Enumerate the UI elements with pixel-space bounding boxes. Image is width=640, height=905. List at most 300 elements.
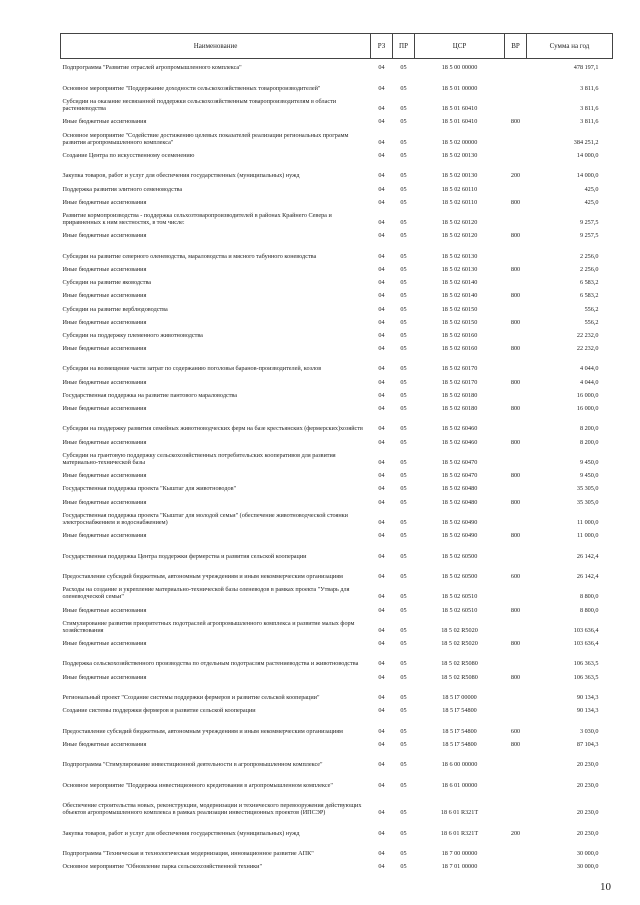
row-sum: 26 142,4 bbox=[576, 572, 599, 580]
row-sum: 6 583,2 bbox=[579, 279, 599, 287]
row-sum: 384 251,2 bbox=[573, 138, 599, 146]
row-pr: 05 bbox=[400, 606, 407, 614]
row-rz: 04 bbox=[378, 425, 385, 433]
row-pr: 05 bbox=[400, 365, 407, 373]
table-row bbox=[61, 735, 613, 748]
row-sum: 6 583,2 bbox=[579, 292, 599, 300]
row-sum: 11 000,0 bbox=[577, 532, 599, 540]
row-vr: 800 bbox=[510, 292, 521, 300]
table-row bbox=[61, 59, 613, 72]
row-vr: 800 bbox=[510, 345, 521, 353]
row-vr bbox=[505, 92, 527, 112]
row-vr bbox=[505, 72, 527, 92]
row-sum: 9 257,5 bbox=[579, 232, 599, 240]
row-sum: 20 230,0 bbox=[576, 781, 599, 789]
row-rz: 04 bbox=[378, 152, 385, 160]
table-row bbox=[61, 601, 613, 614]
row-vr bbox=[505, 386, 527, 399]
row-sum: 90 134,3 bbox=[576, 694, 599, 702]
row-name: Государственная поддержка проекта "Кыштаг для животноводов" bbox=[62, 485, 237, 493]
row-pr: 05 bbox=[400, 252, 407, 260]
row-csr: 18 6 01 R321Т bbox=[440, 829, 479, 837]
row-csr: 18 5 02 R5020 bbox=[441, 640, 478, 648]
row-sum: 30 000,0 bbox=[576, 863, 599, 871]
row-rz: 04 bbox=[378, 761, 385, 769]
table-row bbox=[61, 126, 613, 146]
row-pr: 05 bbox=[400, 152, 407, 160]
row-rz: 04 bbox=[378, 518, 385, 526]
row-pr: 05 bbox=[400, 84, 407, 92]
row-rz: 04 bbox=[378, 185, 385, 193]
row-sum: 35 305,0 bbox=[576, 498, 599, 506]
row-name: Иные бюджетные ассигнования bbox=[62, 606, 147, 614]
row-vr: 800 bbox=[510, 198, 521, 206]
row-csr: 18 6 01 R321Т bbox=[440, 809, 479, 817]
row-vr: 800 bbox=[510, 438, 521, 446]
row-rz: 04 bbox=[378, 498, 385, 506]
row-name: Основное мероприятие "Содействие достижению целевых показателей реализации региональных программ развития агропромышленного комплекса" bbox=[62, 131, 349, 146]
row-name: Иные бюджетные ассигнования bbox=[62, 265, 147, 273]
row-vr bbox=[505, 580, 527, 600]
table-row bbox=[61, 206, 613, 226]
row-name: Иные бюджетные ассигнования bbox=[62, 498, 147, 506]
table-row bbox=[61, 580, 613, 600]
row-vr bbox=[505, 614, 527, 634]
row-pr: 05 bbox=[400, 660, 407, 668]
row-vr bbox=[505, 300, 527, 313]
row-pr: 05 bbox=[400, 863, 407, 871]
row-name: Государственная поддержка на развитие пантового мараловодства bbox=[62, 391, 238, 399]
row-csr: 18 6 00 00000 bbox=[441, 761, 478, 769]
row-sum: 22 232,0 bbox=[576, 345, 599, 353]
row-rz: 04 bbox=[378, 459, 385, 466]
row-pr: 05 bbox=[400, 498, 407, 506]
row-pr: 05 bbox=[400, 518, 407, 526]
row-csr: 18 5 02 60510 bbox=[441, 606, 478, 614]
row-csr: 18 5 02 60500 bbox=[441, 552, 478, 560]
header-rz: РЗ bbox=[371, 34, 393, 59]
row-rz: 04 bbox=[378, 265, 385, 273]
row-name: Иные бюджетные ассигнования bbox=[62, 405, 147, 413]
row-rz: 04 bbox=[378, 727, 385, 735]
row-pr: 05 bbox=[400, 849, 407, 857]
row-sum: 478 197,1 bbox=[573, 64, 599, 72]
row-csr: 18 5 02 60120 bbox=[441, 232, 478, 240]
row-vr bbox=[505, 857, 527, 870]
row-sum: 3 811,6 bbox=[580, 118, 599, 126]
row-name: Иные бюджетные ассигнования bbox=[62, 740, 147, 748]
row-vr bbox=[505, 206, 527, 226]
row-sum: 8 200,0 bbox=[579, 425, 599, 433]
row-pr: 05 bbox=[400, 172, 407, 180]
row-name: Субсидии на развитие верблюдоводства bbox=[62, 305, 168, 313]
row-csr: 18 5 01 00000 bbox=[441, 84, 478, 92]
row-rz: 04 bbox=[378, 809, 385, 817]
row-rz: 04 bbox=[378, 232, 385, 240]
table-row bbox=[61, 352, 613, 372]
row-sum: 8 800,0 bbox=[579, 593, 599, 601]
row-pr: 05 bbox=[400, 740, 407, 748]
row-csr: 18 5 02 60140 bbox=[441, 292, 478, 300]
row-csr: 18 5 01 60410 bbox=[441, 105, 478, 113]
row-sum: 14 000,0 bbox=[576, 172, 599, 180]
row-vr: 800 bbox=[510, 118, 521, 126]
table-row bbox=[61, 857, 613, 870]
table-row bbox=[61, 681, 613, 701]
table-row bbox=[61, 412, 613, 432]
row-csr: 18 5 02 60480 bbox=[441, 498, 478, 506]
row-rz: 04 bbox=[378, 485, 385, 493]
row-name: Иные бюджетные ассигнования bbox=[62, 232, 147, 240]
row-name: Основное мероприятие "Обновление парка сельскохозяйственной техники" bbox=[62, 863, 263, 871]
table-row bbox=[61, 92, 613, 112]
row-pr: 05 bbox=[400, 198, 407, 206]
row-sum: 87 104,3 bbox=[576, 740, 599, 748]
row-name: Субсидии на развитие яководства bbox=[62, 279, 152, 287]
row-sum: 3 811,6 bbox=[580, 84, 599, 92]
row-vr bbox=[505, 273, 527, 286]
table-row bbox=[61, 433, 613, 446]
table-row bbox=[61, 260, 613, 273]
row-rz: 04 bbox=[378, 292, 385, 300]
row-vr: 800 bbox=[510, 532, 521, 540]
table-row bbox=[61, 614, 613, 634]
header-name: Наименование bbox=[61, 34, 371, 59]
row-vr: 800 bbox=[510, 405, 521, 413]
table-row bbox=[61, 647, 613, 667]
table-row bbox=[61, 466, 613, 479]
row-name: Иные бюджетные ассигнования bbox=[62, 640, 147, 648]
row-name: Предоставление субсидий бюджетным, автономным учреждениям и иным некоммерческим организациям bbox=[62, 572, 343, 580]
row-rz: 04 bbox=[378, 593, 385, 601]
row-rz: 04 bbox=[378, 198, 385, 206]
row-name: Субсидии на поддержку племенного животноводства bbox=[62, 331, 203, 339]
table-row bbox=[61, 539, 613, 559]
row-rz: 04 bbox=[378, 781, 385, 789]
row-rz: 04 bbox=[378, 552, 385, 560]
row-csr: 18 5 I7 54800 bbox=[442, 707, 477, 715]
row-name: Региональный проект "Создание системы поддержки фермеров и развитие сельской кооперации" bbox=[62, 694, 320, 702]
row-csr: 18 5 02 60140 bbox=[441, 279, 478, 287]
row-rz: 04 bbox=[378, 305, 385, 313]
row-pr: 05 bbox=[400, 593, 407, 601]
row-vr bbox=[505, 146, 527, 159]
row-vr: 800 bbox=[510, 232, 521, 240]
table-row bbox=[61, 226, 613, 239]
row-name: Субсидии на развитие северного оленеводства, мараловодства и мясного табунного коневодства bbox=[62, 252, 317, 260]
table-row bbox=[61, 273, 613, 286]
row-name: Поддержка сельскохозяйственного производства по отдельным подотраслям растениеводства и животноводства bbox=[62, 660, 359, 668]
row-name: Подпрограмма "Развитие отраслей агропромышленного комплекса" bbox=[62, 64, 242, 72]
row-pr: 05 bbox=[400, 292, 407, 300]
row-sum: 9 450,0 bbox=[579, 472, 599, 480]
row-name: Иные бюджетные ассигнования bbox=[62, 345, 147, 353]
row-pr: 05 bbox=[400, 552, 407, 560]
row-csr: 18 5 01 60410 bbox=[441, 118, 478, 126]
row-name: Развитие кормопроизводства - поддержка сельхозтоваропроизводителей в районах Крайнего Севера и приравненных к ним местностях, в том числе: bbox=[62, 211, 332, 227]
row-csr: 18 5 02 60170 bbox=[441, 378, 478, 386]
row-pr: 05 bbox=[400, 781, 407, 789]
row-csr: 18 6 01 00000 bbox=[441, 781, 478, 789]
row-sum: 35 305,0 bbox=[576, 485, 599, 493]
row-pr: 05 bbox=[400, 485, 407, 493]
row-vr: 800 bbox=[510, 378, 521, 386]
row-name: Иные бюджетные ассигнования bbox=[62, 378, 147, 386]
row-pr: 05 bbox=[400, 438, 407, 446]
row-name: Иные бюджетные ассигнования bbox=[62, 318, 147, 326]
row-name: Государственная поддержка проекта "Кыштаг для молодой семьи" (обеспечение животноводческой стоянки электроснабжением и водоснабжением) bbox=[62, 511, 348, 526]
row-csr: 18 5 02 60470 bbox=[441, 459, 478, 466]
row-vr bbox=[505, 446, 527, 466]
row-vr bbox=[505, 681, 527, 701]
row-name: Основное мероприятие "Поддержание доходности сельскохозяйственных товаропроизводителей" bbox=[62, 84, 321, 92]
row-name: Обеспечение строительства новых, реконструкции, модернизации и технического перевооружения действующих объектов агропромышленного комплекса в рамках реализации инвестиционных проектов (ИПСЭР) bbox=[62, 801, 362, 817]
row-sum: 8 800,0 bbox=[579, 606, 599, 614]
table-row bbox=[61, 180, 613, 193]
row-sum: 103 636,4 bbox=[573, 626, 599, 634]
row-csr: 18 5 02 R5080 bbox=[441, 673, 478, 681]
row-rz: 04 bbox=[378, 84, 385, 92]
row-csr: 18 5 02 00130 bbox=[441, 172, 478, 180]
row-sum: 556,2 bbox=[584, 318, 599, 326]
row-pr: 05 bbox=[400, 532, 407, 540]
row-csr: 18 5 02 60170 bbox=[441, 365, 478, 373]
table-row bbox=[61, 386, 613, 399]
row-vr bbox=[505, 647, 527, 667]
row-csr: 18 5 I7 54800 bbox=[442, 727, 477, 735]
row-vr bbox=[505, 59, 527, 72]
table-row bbox=[61, 286, 613, 299]
row-pr: 05 bbox=[400, 318, 407, 326]
row-sum: 2 256,0 bbox=[579, 252, 599, 260]
row-csr: 18 7 00 00000 bbox=[441, 849, 478, 857]
row-rz: 04 bbox=[378, 673, 385, 681]
row-rz: 04 bbox=[378, 172, 385, 180]
row-csr: 18 7 01 00000 bbox=[441, 863, 478, 871]
row-pr: 05 bbox=[400, 305, 407, 313]
row-sum: 9 257,5 bbox=[579, 219, 599, 227]
row-pr: 05 bbox=[400, 105, 407, 113]
row-csr: 18 5 02 60500 bbox=[441, 572, 478, 580]
row-csr: 18 5 02 60490 bbox=[441, 518, 478, 526]
table-row bbox=[61, 668, 613, 681]
table-row bbox=[61, 634, 613, 647]
row-sum: 8 200,0 bbox=[579, 438, 599, 446]
row-rz: 04 bbox=[378, 863, 385, 871]
row-name: Предоставление субсидий бюджетным, автономным учреждениям и иным некоммерческим организациям bbox=[62, 727, 343, 735]
row-name: Создание Центра по искусственному осеменению bbox=[62, 152, 195, 160]
row-sum: 30 000,0 bbox=[576, 849, 599, 857]
row-pr: 05 bbox=[400, 640, 407, 648]
table-body bbox=[61, 59, 613, 871]
row-sum: 20 230,0 bbox=[576, 809, 599, 817]
row-pr: 05 bbox=[400, 459, 407, 466]
row-name: Стимулирование развития приоритетных подотраслей агропромышленного комплекса и развитие малых форм хозяйствования bbox=[62, 619, 355, 634]
row-sum: 90 134,3 bbox=[576, 707, 599, 715]
row-csr: 18 5 02 00000 bbox=[441, 138, 478, 146]
row-pr: 05 bbox=[400, 64, 407, 72]
row-rz: 04 bbox=[378, 640, 385, 648]
row-pr: 05 bbox=[400, 345, 407, 353]
row-sum: 425,0 bbox=[584, 185, 599, 193]
table-row bbox=[61, 446, 613, 466]
row-pr: 05 bbox=[400, 829, 407, 837]
row-rz: 04 bbox=[378, 405, 385, 413]
row-csr: 18 5 02 60160 bbox=[441, 345, 478, 353]
table-row bbox=[61, 506, 613, 526]
row-csr: 18 5 00 00000 bbox=[441, 64, 478, 72]
row-csr: 18 5 02 60180 bbox=[441, 405, 478, 413]
row-pr: 05 bbox=[400, 219, 407, 227]
row-name: Основное мероприятие "Поддержка инвестиционного кредитования в агропромышленном комплексе" bbox=[62, 781, 333, 789]
page-number: 10 bbox=[600, 881, 611, 893]
row-sum: 16 000,0 bbox=[576, 405, 599, 413]
row-pr: 05 bbox=[400, 472, 407, 480]
row-pr: 05 bbox=[400, 391, 407, 399]
table-row bbox=[61, 373, 613, 386]
row-name: Иные бюджетные ассигнования bbox=[62, 673, 147, 681]
row-rz: 04 bbox=[378, 105, 385, 113]
row-sum: 11 000,0 bbox=[577, 518, 599, 526]
row-pr: 05 bbox=[400, 425, 407, 433]
row-vr: 200 bbox=[510, 829, 521, 837]
table-row bbox=[61, 714, 613, 734]
row-name: Создание системы поддержки фермеров и развитие сельской кооперации bbox=[62, 707, 256, 715]
table-row bbox=[61, 72, 613, 92]
header-csr: ЦСР bbox=[415, 34, 505, 59]
row-vr bbox=[505, 768, 527, 788]
row-vr bbox=[505, 412, 527, 432]
table-row bbox=[61, 193, 613, 206]
header-vr: ВР bbox=[505, 34, 527, 59]
row-rz: 04 bbox=[378, 345, 385, 353]
row-sum: 106 363,5 bbox=[573, 673, 599, 681]
row-sum: 14 000,0 bbox=[576, 152, 599, 160]
row-sum: 22 232,0 bbox=[576, 331, 599, 339]
row-rz: 04 bbox=[378, 472, 385, 480]
row-name: Иные бюджетные ассигнования bbox=[62, 472, 147, 480]
row-rz: 04 bbox=[378, 572, 385, 580]
row-csr: 18 5 02 60460 bbox=[441, 425, 478, 433]
row-name: Субсидии на оказание несвязанной поддержки сельскохозяйственным товаропроизводителям в области растениеводства bbox=[62, 98, 337, 113]
row-pr: 05 bbox=[400, 707, 407, 715]
row-sum: 9 450,0 bbox=[579, 459, 599, 466]
row-rz: 04 bbox=[378, 391, 385, 399]
row-vr bbox=[505, 326, 527, 339]
row-csr: 18 5 02 60110 bbox=[441, 185, 478, 193]
row-vr: 600 bbox=[510, 572, 521, 580]
row-sum: 4 044,0 bbox=[579, 365, 599, 373]
table-row bbox=[61, 493, 613, 506]
row-pr: 05 bbox=[400, 809, 407, 817]
row-rz: 04 bbox=[378, 378, 385, 386]
table-row bbox=[61, 240, 613, 260]
table-row bbox=[61, 837, 613, 857]
row-vr: 800 bbox=[510, 265, 521, 273]
table-row bbox=[61, 789, 613, 817]
row-rz: 04 bbox=[378, 64, 385, 72]
row-pr: 05 bbox=[400, 331, 407, 339]
row-csr: 18 5 02 60470 bbox=[441, 472, 478, 480]
row-rz: 04 bbox=[378, 660, 385, 668]
row-name: Иные бюджетные ассигнования bbox=[62, 438, 147, 446]
row-pr: 05 bbox=[400, 405, 407, 413]
row-rz: 04 bbox=[378, 438, 385, 446]
row-name: Подпрограмма "Техническая и технологическая модернизация, инновационное развитие АПК" bbox=[62, 849, 314, 857]
row-pr: 05 bbox=[400, 279, 407, 287]
row-rz: 04 bbox=[378, 252, 385, 260]
row-rz: 04 bbox=[378, 829, 385, 837]
row-csr: 18 5 I7 00000 bbox=[442, 694, 477, 702]
row-sum: 4 044,0 bbox=[579, 378, 599, 386]
row-name: Закупка товаров, работ и услуг для обеспечения государственных (муниципальных) нужд bbox=[62, 829, 300, 837]
row-name: Расходы на создание и укрепление материально-технической базы оленеводов в рамках проекта "Утварь для оленеводческой семьи" bbox=[62, 586, 350, 601]
row-name: Закупка товаров, работ и услуг для обеспечения государственных (муниципальных) нужд bbox=[62, 172, 300, 180]
row-vr bbox=[505, 789, 527, 817]
table-row bbox=[61, 748, 613, 768]
row-pr: 05 bbox=[400, 138, 407, 146]
table-row bbox=[61, 300, 613, 313]
table-row bbox=[61, 326, 613, 339]
row-csr: 18 5 02 R5080 bbox=[441, 660, 478, 668]
row-pr: 05 bbox=[400, 673, 407, 681]
row-pr: 05 bbox=[400, 761, 407, 769]
row-rz: 04 bbox=[378, 219, 385, 227]
row-pr: 05 bbox=[400, 232, 407, 240]
row-vr bbox=[505, 837, 527, 857]
row-csr: 18 5 02 60490 bbox=[441, 532, 478, 540]
row-vr bbox=[505, 539, 527, 559]
table-row bbox=[61, 313, 613, 326]
row-csr: 18 5 02 60150 bbox=[441, 305, 478, 313]
table-row bbox=[61, 526, 613, 539]
table-row bbox=[61, 146, 613, 159]
header-pr: ПР bbox=[393, 34, 415, 59]
row-rz: 04 bbox=[378, 331, 385, 339]
row-pr: 05 bbox=[400, 626, 407, 634]
budget-table-sheet bbox=[60, 33, 612, 870]
row-vr: 800 bbox=[510, 673, 521, 681]
row-name: Иные бюджетные ассигнования bbox=[62, 532, 147, 540]
row-csr: 18 5 02 60460 bbox=[441, 438, 478, 446]
row-sum: 3 811,6 bbox=[580, 105, 599, 113]
row-rz: 04 bbox=[378, 740, 385, 748]
row-csr: 18 5 02 60160 bbox=[441, 331, 478, 339]
row-rz: 04 bbox=[378, 118, 385, 126]
row-name: Подпрограмма "Стимулирование инвестиционной деятельности в агропромышленном комплексе" bbox=[62, 761, 323, 769]
row-rz: 04 bbox=[378, 694, 385, 702]
row-rz: 04 bbox=[378, 318, 385, 326]
row-sum: 425,0 bbox=[584, 198, 599, 206]
table-row bbox=[61, 112, 613, 125]
row-name: Государственная поддержка Центра поддержки фермерства и развития сельской кооперации bbox=[62, 552, 307, 560]
row-name: Иные бюджетные ассигнования bbox=[62, 198, 147, 206]
table-row bbox=[61, 768, 613, 788]
row-vr: 800 bbox=[510, 740, 521, 748]
row-vr: 800 bbox=[510, 318, 521, 326]
row-rz: 04 bbox=[378, 532, 385, 540]
row-vr bbox=[505, 748, 527, 768]
table-row bbox=[61, 479, 613, 492]
row-sum: 20 230,0 bbox=[576, 761, 599, 769]
table-row bbox=[61, 159, 613, 179]
row-sum: 556,2 bbox=[584, 305, 599, 313]
row-csr: 18 5 02 60120 bbox=[441, 219, 478, 227]
row-sum: 26 142,4 bbox=[576, 552, 599, 560]
table-row bbox=[61, 399, 613, 412]
row-vr bbox=[505, 180, 527, 193]
row-csr: 18 5 I7 54800 bbox=[442, 740, 477, 748]
